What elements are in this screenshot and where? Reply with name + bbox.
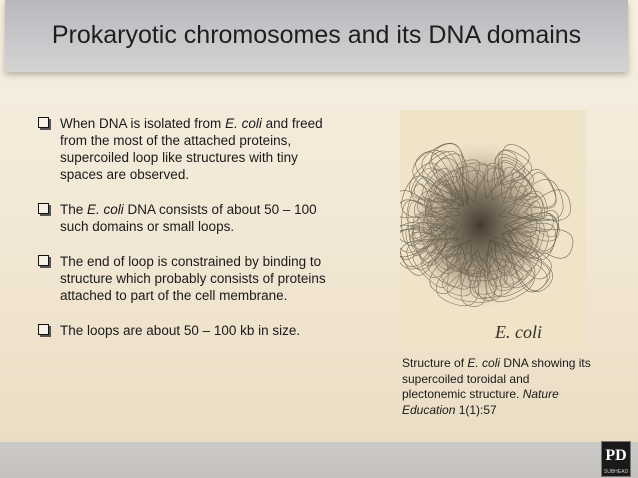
bullet-item xyxy=(38,253,338,304)
dna-structure-image xyxy=(400,110,586,350)
bullet-item xyxy=(38,322,338,339)
bullet-list xyxy=(38,115,338,339)
title-bar xyxy=(5,0,628,72)
ecoli-dna-micrograph xyxy=(400,110,586,350)
signature-text: E. coli xyxy=(495,322,542,342)
footer-bar xyxy=(0,442,638,478)
checkbox-bullet-icon xyxy=(38,255,49,266)
logo-subtext: SUBHEAD xyxy=(603,469,629,475)
bullet-text: The end of loop is constrained by binding to structure which probably consists of proteins attached to part of the cell membrane. xyxy=(60,254,326,303)
bullet-text: When DNA is isolated from E. coli and freed from the most of the attached proteins, supercoiled loop like structures with tiny spaces are observed. xyxy=(60,116,323,182)
slide-title: Prokaryotic chromosomes and its DNA domains xyxy=(51,21,582,49)
logo xyxy=(601,441,631,477)
checkbox-bullet-icon xyxy=(38,117,49,128)
checkbox-bullet-icon xyxy=(38,203,49,214)
bullet-text: The E. coli DNA consists of about 50 – 100 such domains or small loops. xyxy=(60,202,317,234)
bullet-item xyxy=(38,201,338,235)
logo-mark: PD xyxy=(605,447,627,464)
bullet-item xyxy=(38,115,338,183)
checkbox-bullet-icon xyxy=(38,324,49,335)
figure-caption: Structure of E. coli DNA showing its supercoiled toroidal and plectonemic structure. Nature Education 1(1):57 xyxy=(402,356,591,417)
bullet-text: The loops are about 50 – 100 kb in size. xyxy=(60,323,301,338)
